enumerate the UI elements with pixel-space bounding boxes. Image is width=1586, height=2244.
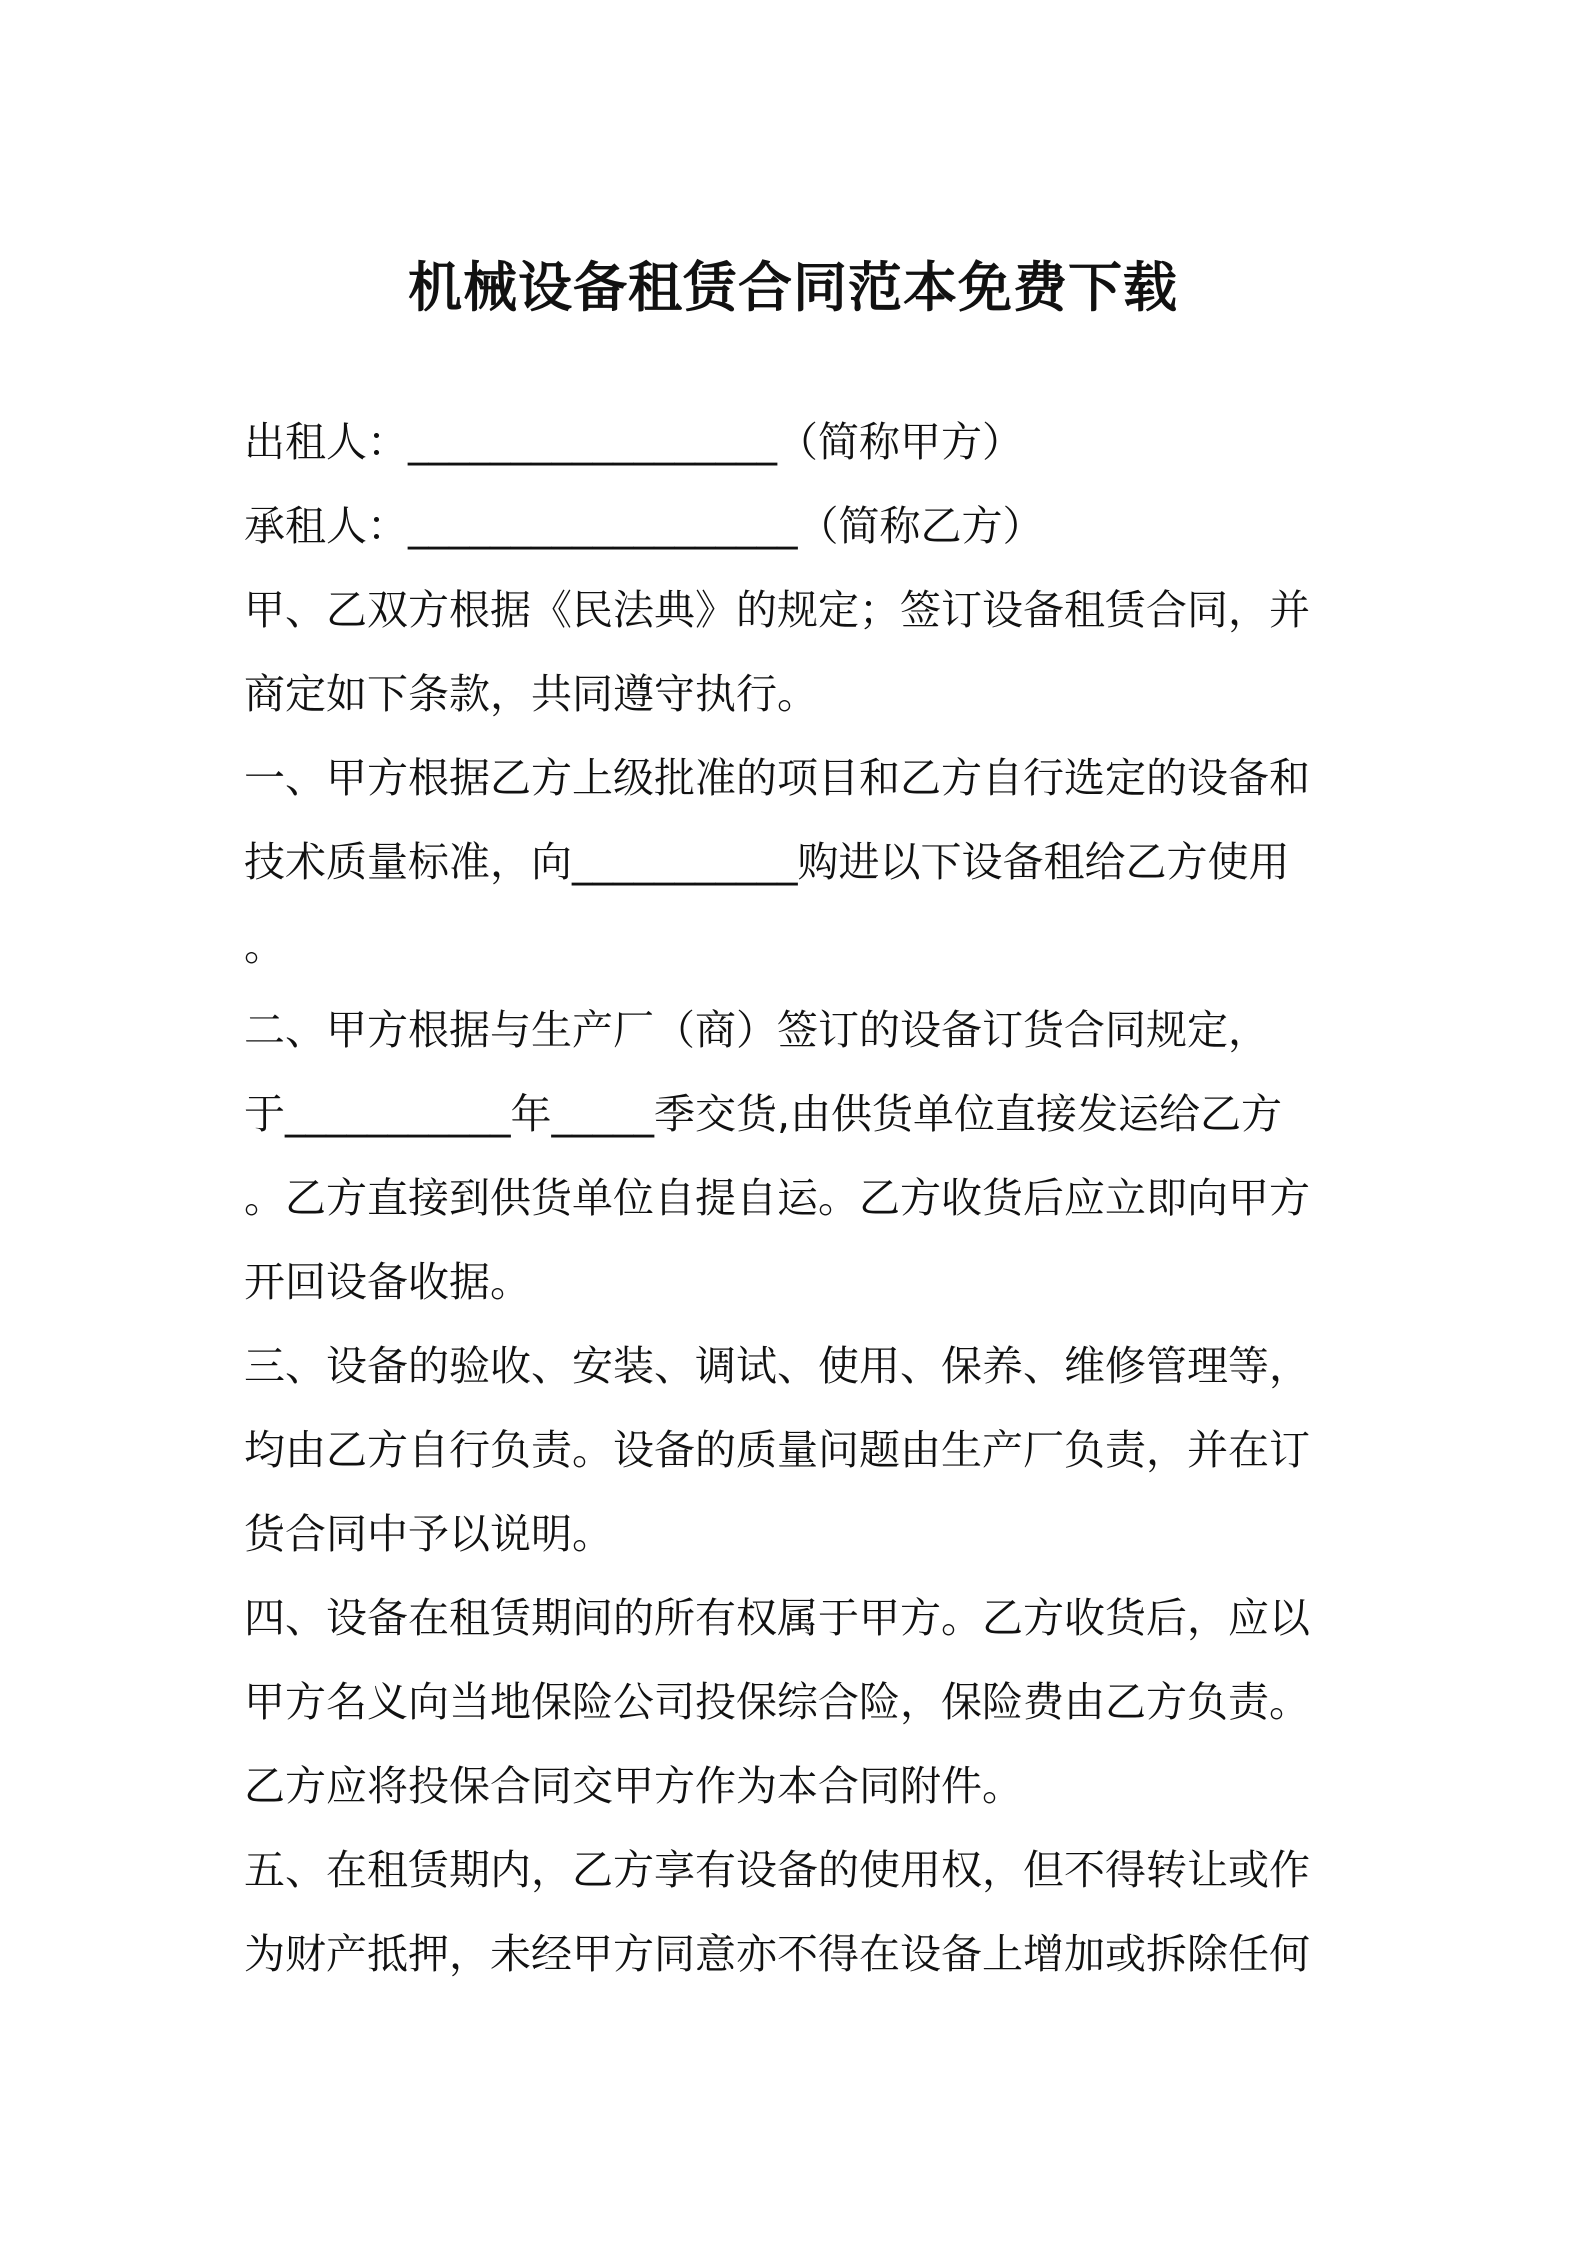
document-title: 机械设备租赁合同范本免费下载 bbox=[408, 256, 1178, 319]
text-line: 货合同中予以说明。 bbox=[244, 1510, 613, 1558]
text-line: 技术质量标准，向___________购进以下设备租给乙方使用 bbox=[244, 838, 1290, 886]
text-line: 于___________年_____季交货,由供货单位直接发运给乙方 bbox=[244, 1090, 1283, 1138]
text-line: 。乙方直接到供货单位自提自运。乙方收货后应立即向甲方 bbox=[244, 1174, 1310, 1222]
text-line: 承租人：___________________（简称乙方） bbox=[244, 502, 1044, 550]
text-line: 二、甲方根据与生产厂（商）签订的设备订货合同规定， bbox=[244, 1006, 1269, 1054]
text-line: 甲方名义向当地保险公司投保综合险，保险费由乙方负责。 bbox=[244, 1678, 1310, 1726]
text-line: 甲、乙双方根据《民法典》的规定；签订设备租赁合同，并 bbox=[244, 586, 1310, 634]
text-line: 乙方应将投保合同交甲方作为本合同附件。 bbox=[244, 1762, 1023, 1810]
text-line: 为财产抵押，未经甲方同意亦不得在设备上增加或拆除任何 bbox=[244, 1930, 1310, 1978]
text-line: 三、设备的验收、安装、调试、使用、保养、维修管理等， bbox=[244, 1342, 1310, 1390]
text-line: 一、甲方根据乙方上级批准的项目和乙方自行选定的设备和 bbox=[244, 754, 1310, 802]
text-line: 均由乙方自行负责。设备的质量问题由生产厂负责，并在订 bbox=[244, 1426, 1310, 1474]
text-line: 开回设备收据。 bbox=[244, 1258, 531, 1306]
document-body bbox=[244, 400, 1354, 1996]
text-line: 四、设备在租赁期间的所有权属于甲方。乙方收货后，应以 bbox=[244, 1594, 1310, 1642]
text-line: 出租人：__________________（简称甲方） bbox=[244, 418, 1023, 466]
text-line: 商定如下条款，共同遵守执行。 bbox=[244, 670, 818, 718]
text-line: 五、在租赁期内，乙方享有设备的使用权，但不得转让或作 bbox=[244, 1846, 1310, 1894]
text-line: 。 bbox=[244, 922, 285, 970]
